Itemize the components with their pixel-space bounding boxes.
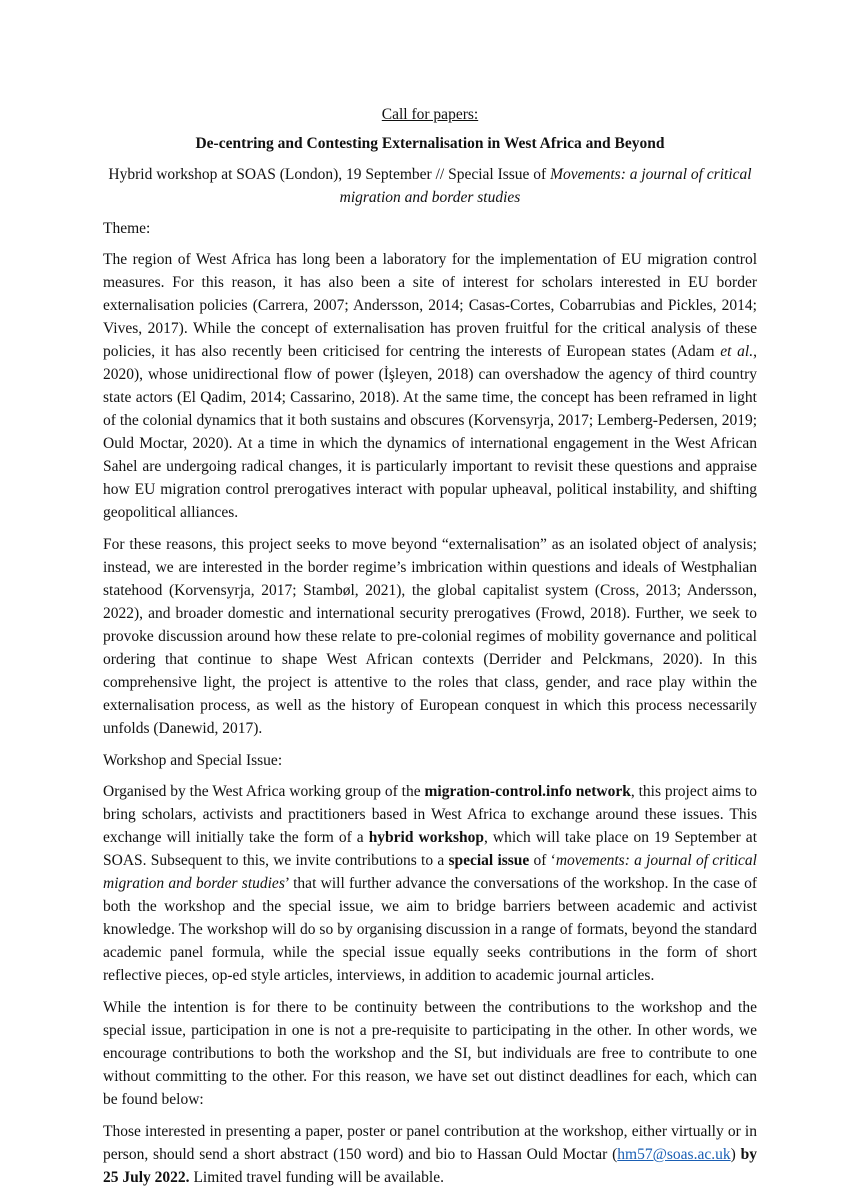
theme-paragraph-1: The region of West Africa has long been a laboratory for the implementation of EU migration control measures. For this reason, it has also been a site of interest for scholars interested in EU border externalisation policies (Carrera, 2007; Andersson, 2014; Casas-Cortes, Cobarrubias and Pickles, 2014; Vives, 2017). While the concept of externalisation has proven fruitful for the critical analysis of these policies, it has also recently been criticised for centring the interests of European states (Adam et al., 2020), whose unidirectional flow of power (İşleyen, 2018) can overshadow the agency of third country state actors (El Qadim, 2014; Cassarino, 2018). At the same time, the concept has been reframed in light of the colonial dynamics that it both sustains and obscures (Korvensyrja, 2017; Lemberg-Pedersen, 2019; Ould Moctar, 2020). At a time in which the dynamics of international engagement in the West African Sahel are undergoing radical changes, it is particularly important to revisit these questions and appraise how EU migration control prerogatives interact with popular upheaval, political instability, and shifting geopolitical alliances. <box>103 251 757 521</box>
email-link[interactable]: hm57@soas.ac.uk <box>617 1146 731 1163</box>
theme-paragraph-2: For these reasons, this project seeks to move beyond “externalisation” as an isolated object of analysis; instead, we are interested in the border regime’s imbrication within questions and ideals of Westphalian statehood (Korvensyrja, 2017; Stambøl, 2021), the global capitalist system (Cross, 2013; Andersson, 2022), and broader domestic and international security prerogatives (Frowd, 2018). Further, we seek to provoke discussion around how these relate to pre-colonial regimes of mobility governance and political ordering that continue to shape West African contexts (Derrider and Pelckmans, 2020). In this comprehensive light, the project is attentive to the roles that class, gender, and race play within the externalisation process, as well as the history of European conquest in which this process necessarily unfolds (Danewid, 2017). <box>103 536 757 737</box>
document-body <box>103 103 757 1198</box>
network-name: migration-control.info network <box>424 783 631 800</box>
deadline-date: by 25 July 2022. <box>103 1146 757 1186</box>
event-subtitle: Hybrid workshop at SOAS (London), 19 September // Special Issue of Movements: a journal of critical migration and border studies <box>108 166 752 206</box>
workshop-paragraph: Organised by the West Africa working group of the migration-control.info network, this project aims to bring scholars, activists and practitioners based in West Africa to exchange around these issues. This exchange will initially take the form of a hybrid workshop, which will take place on 19 September at SOAS. Subsequent to this, we invite contributions to a special issue of ‘movements: a journal of critical migration and border studies’ that will further advance the conversations of the workshop. In the case of both the workshop and the special issue, we aim to bridge barriers between academic and activist knowledge. The workshop will do so by organising discussion in a range of formats, beyond the standard academic panel formula, while the special issue equally seeks contributions in the form of short reflective pieces, op-ed style articles, interviews, in addition to academic journal articles. <box>103 783 758 984</box>
journal-name: Movements: a journal of critical migration and border studies <box>339 166 752 206</box>
call-for-papers-heading: Call for papers: <box>381 106 479 123</box>
workshop-heading: Workshop and Special Issue: <box>103 752 283 769</box>
document-title: De-centring and Contesting Externalisation in West Africa and Beyond <box>195 135 665 152</box>
theme-heading: Theme: <box>103 220 151 237</box>
continuity-paragraph: While the intention is for there to be continuity between the contributions to the workshop and the special issue, participation in one is not a pre-requisite to participating in the other. In other words, we encourage contributions to both the workshop and the SI, but individuals are free to contribute to one without committing to the other. For this reason, we have set out distinct deadlines for each, which can be found below: <box>103 999 757 1108</box>
deadline-paragraph: Those interested in presenting a paper, poster or panel contribution at the workshop, either virtually or in person, should send a short abstract (150 word) and bio to Hassan Ould Moctar (hm57@soas.ac.uk) by 25 July 2022. Limited travel funding will be available. <box>103 1123 757 1186</box>
